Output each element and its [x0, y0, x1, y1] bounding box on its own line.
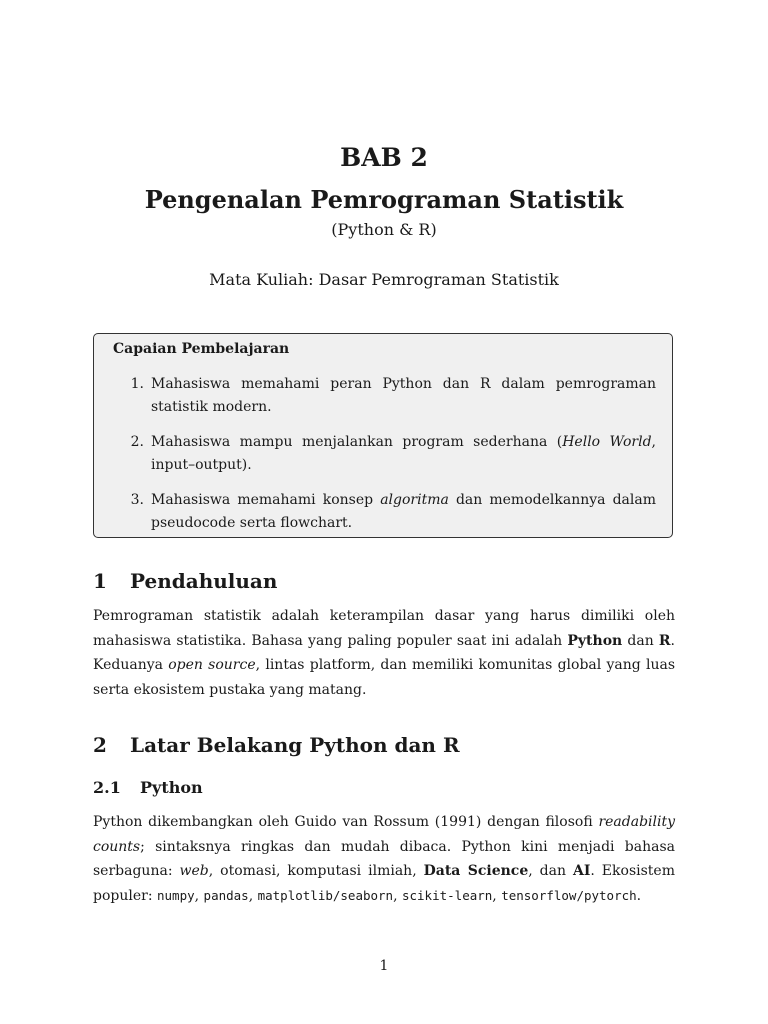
- text-run: , otomasi, komputasi ilmiah,: [208, 863, 424, 879]
- text-run: . Keduanya: [93, 632, 675, 673]
- code-term: scikit-learn: [401, 887, 493, 903]
- bold-term: Data Science: [423, 863, 529, 879]
- text-run: ,: [492, 887, 502, 904]
- learning-outcome-item: [124, 373, 656, 419]
- section-heading-latar-belakang: [93, 733, 460, 757]
- learning-outcome-item: [124, 431, 656, 477]
- text-run: , lintas platform, dan memiliki komunitas global yang luas serta ekosistem pustaka yang matang.: [93, 657, 676, 698]
- subsection-heading-python: [93, 778, 203, 797]
- subsection-number: 2.1: [93, 778, 121, 797]
- text-run: dan memodelkannya dalam pseudocode serta flowchart.: [151, 492, 656, 531]
- paragraph-python: [93, 810, 675, 908]
- text-run: . Ekosistem populer:: [93, 863, 675, 904]
- emphasis: Hello World: [562, 434, 652, 450]
- text-run: ,: [393, 887, 402, 904]
- code-term: pandas: [203, 887, 249, 903]
- section-title: Latar Belakang Python dan R: [130, 733, 460, 757]
- course-name: Mata Kuliah: Dasar Pemrograman Statistik: [209, 270, 559, 289]
- page-number: 1: [379, 958, 389, 974]
- item-number: 3.: [130, 492, 144, 508]
- item-text: [151, 431, 656, 477]
- text-run: , dan: [528, 863, 573, 879]
- bold-term: Python: [567, 632, 623, 649]
- chapter-subtitle: (Python & R): [331, 220, 437, 239]
- bold-term: R: [658, 632, 671, 649]
- code-term: matplotlib/seaborn: [257, 887, 394, 903]
- item-number: 1.: [130, 376, 144, 392]
- section-number: 1: [93, 569, 107, 593]
- section-heading-pendahuluan: [93, 569, 277, 593]
- section-title: Pendahuluan: [130, 569, 278, 593]
- paragraph-pendahuluan: [93, 604, 675, 702]
- text-run: ,: [194, 887, 204, 904]
- text-run: ,: [248, 887, 258, 904]
- emphasis: web: [179, 863, 209, 879]
- text-run: , input–output).: [151, 434, 656, 473]
- text-run: Mahasiswa memahami konsep: [151, 492, 381, 508]
- chapter-number: BAB 2: [340, 143, 428, 172]
- text-run: Python dikembangkan oleh Guido van Rossum (1991) dengan filosofi: [93, 814, 599, 830]
- item-text: Mahasiswa memahami peran Python dan R dalam pemrograman statistik modern.: [151, 376, 656, 415]
- learning-outcomes-box: [93, 333, 673, 538]
- text-run: Mahasiswa mampu menjalankan program sederhana (: [151, 434, 563, 450]
- item-text: [151, 489, 656, 535]
- text-run: Pemrograman statistik adalah keterampilan dasar yang harus dimiliki oleh mahasiswa statistika. Bahasa yang paling populer saat ini adalah: [93, 608, 675, 649]
- code-term: numpy: [157, 887, 195, 903]
- subsection-title: Python: [140, 778, 203, 797]
- emphasis: readability counts: [93, 814, 675, 855]
- chapter-title: Pengenalan Pemrograman Statistik: [144, 185, 624, 214]
- item-number: 2.: [130, 434, 144, 450]
- emphasis: open source: [168, 657, 256, 673]
- emphasis: algoritma: [380, 492, 449, 508]
- learning-outcome-item: [124, 489, 656, 535]
- bold-term: AI: [572, 863, 591, 879]
- text-run: ; sintaksnya ringkas dan mudah dibaca. Python kini menjadi bahasa serbaguna:: [93, 838, 675, 879]
- learning-outcomes-title: Capaian Pembelajaran: [113, 341, 290, 357]
- text-run: .: [636, 887, 642, 904]
- code-term: tensorflow/pytorch: [501, 887, 637, 903]
- text-run: dan: [622, 632, 659, 649]
- section-number: 2: [93, 733, 107, 757]
